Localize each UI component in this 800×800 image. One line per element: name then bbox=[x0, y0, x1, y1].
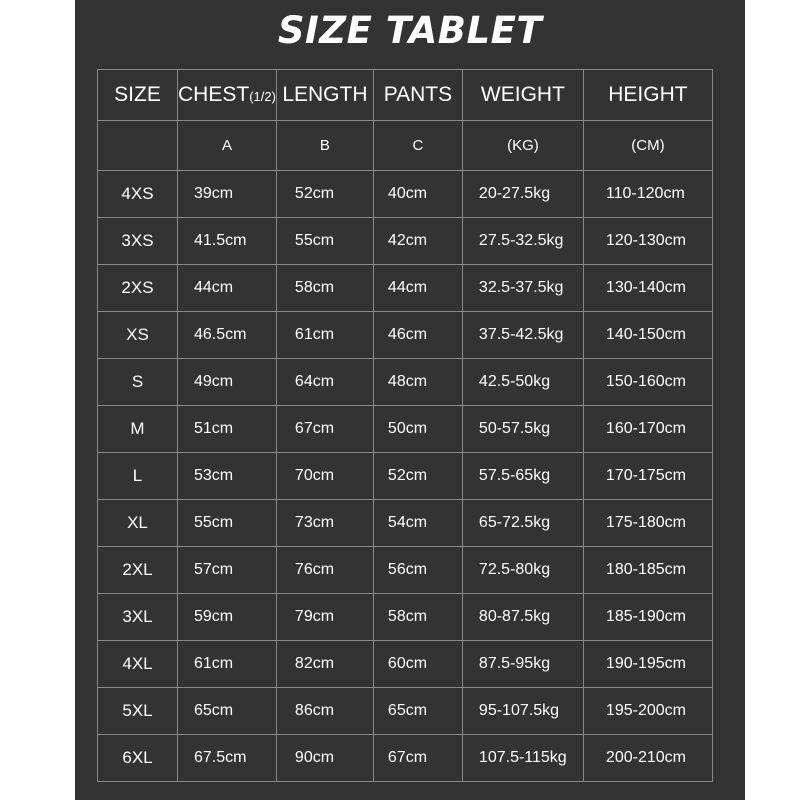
cell-size: M bbox=[98, 406, 178, 453]
table-row bbox=[98, 406, 713, 453]
cell-chest: 51cm bbox=[178, 406, 277, 453]
cell-chest: 39cm bbox=[178, 171, 277, 218]
cell-pants: 40cm bbox=[373, 171, 462, 218]
cell-chest: 44cm bbox=[178, 265, 277, 312]
cell-weight: 20-27.5kg bbox=[462, 171, 583, 218]
cell-height: 175-180cm bbox=[583, 500, 712, 547]
cell-pants: 42cm bbox=[373, 218, 462, 265]
unit-chest: A bbox=[178, 121, 277, 171]
cell-size: 3XS bbox=[98, 218, 178, 265]
cell-weight: 27.5-32.5kg bbox=[462, 218, 583, 265]
units-row bbox=[98, 121, 713, 171]
cell-height: 180-185cm bbox=[583, 547, 712, 594]
header-row bbox=[98, 70, 713, 121]
unit-pants: C bbox=[373, 121, 462, 171]
cell-length: 73cm bbox=[276, 500, 373, 547]
cell-chest: 53cm bbox=[178, 453, 277, 500]
table-row bbox=[98, 594, 713, 641]
cell-length: 61cm bbox=[276, 312, 373, 359]
cell-length: 67cm bbox=[276, 406, 373, 453]
cell-size: XL bbox=[98, 500, 178, 547]
cell-size: 3XL bbox=[98, 594, 178, 641]
cell-length: 58cm bbox=[276, 265, 373, 312]
table-row bbox=[98, 688, 713, 735]
cell-size: 4XL bbox=[98, 641, 178, 688]
cell-size: L bbox=[98, 453, 178, 500]
cell-height: 110-120cm bbox=[583, 171, 712, 218]
cell-pants: 44cm bbox=[373, 265, 462, 312]
cell-size: S bbox=[98, 359, 178, 406]
cell-pants: 48cm bbox=[373, 359, 462, 406]
cell-weight: 87.5-95kg bbox=[462, 641, 583, 688]
cell-pants: 58cm bbox=[373, 594, 462, 641]
unit-weight: (KG) bbox=[462, 121, 583, 171]
cell-length: 82cm bbox=[276, 641, 373, 688]
table-row bbox=[98, 641, 713, 688]
cell-chest: 41.5cm bbox=[178, 218, 277, 265]
cell-chest: 65cm bbox=[178, 688, 277, 735]
cell-pants: 46cm bbox=[373, 312, 462, 359]
cell-chest: 55cm bbox=[178, 500, 277, 547]
cell-length: 64cm bbox=[276, 359, 373, 406]
cell-chest: 67.5cm bbox=[178, 735, 277, 782]
cell-size: 6XL bbox=[98, 735, 178, 782]
cell-pants: 67cm bbox=[373, 735, 462, 782]
table-row bbox=[98, 547, 713, 594]
cell-pants: 52cm bbox=[373, 453, 462, 500]
cell-size: 4XS bbox=[98, 171, 178, 218]
cell-pants: 50cm bbox=[373, 406, 462, 453]
header-pants: PANTS bbox=[373, 70, 462, 121]
cell-chest: 59cm bbox=[178, 594, 277, 641]
cell-weight: 72.5-80kg bbox=[462, 547, 583, 594]
size-table bbox=[97, 69, 713, 782]
cell-size: 2XL bbox=[98, 547, 178, 594]
cell-length: 90cm bbox=[276, 735, 373, 782]
cell-length: 55cm bbox=[276, 218, 373, 265]
header-chest-note: (1/2) bbox=[249, 89, 276, 104]
cell-pants: 65cm bbox=[373, 688, 462, 735]
cell-size: 2XS bbox=[98, 265, 178, 312]
cell-height: 200-210cm bbox=[583, 735, 712, 782]
cell-pants: 60cm bbox=[373, 641, 462, 688]
table-row bbox=[98, 265, 713, 312]
cell-height: 140-150cm bbox=[583, 312, 712, 359]
table-row bbox=[98, 500, 713, 547]
cell-length: 70cm bbox=[276, 453, 373, 500]
header-length: LENGTH bbox=[276, 70, 373, 121]
size-chart-panel bbox=[75, 0, 745, 800]
cell-height: 160-170cm bbox=[583, 406, 712, 453]
cell-length: 79cm bbox=[276, 594, 373, 641]
header-chest bbox=[178, 70, 277, 121]
table-row bbox=[98, 171, 713, 218]
unit-height: (CM) bbox=[583, 121, 712, 171]
table-row bbox=[98, 453, 713, 500]
cell-weight: 65-72.5kg bbox=[462, 500, 583, 547]
header-weight: WEIGHT bbox=[462, 70, 583, 121]
cell-weight: 32.5-37.5kg bbox=[462, 265, 583, 312]
header-size: SIZE bbox=[98, 70, 178, 121]
table-row bbox=[98, 735, 713, 782]
cell-chest: 49cm bbox=[178, 359, 277, 406]
cell-length: 52cm bbox=[276, 171, 373, 218]
cell-weight: 95-107.5kg bbox=[462, 688, 583, 735]
cell-height: 185-190cm bbox=[583, 594, 712, 641]
cell-height: 130-140cm bbox=[583, 265, 712, 312]
cell-weight: 50-57.5kg bbox=[462, 406, 583, 453]
cell-chest: 57cm bbox=[178, 547, 277, 594]
cell-size: 5XL bbox=[98, 688, 178, 735]
cell-height: 195-200cm bbox=[583, 688, 712, 735]
cell-height: 170-175cm bbox=[583, 453, 712, 500]
table-row bbox=[98, 218, 713, 265]
unit-size bbox=[98, 121, 178, 171]
cell-chest: 46.5cm bbox=[178, 312, 277, 359]
cell-pants: 54cm bbox=[373, 500, 462, 547]
table-row bbox=[98, 312, 713, 359]
cell-weight: 42.5-50kg bbox=[462, 359, 583, 406]
cell-size: XS bbox=[98, 312, 178, 359]
cell-length: 86cm bbox=[276, 688, 373, 735]
header-height: HEIGHT bbox=[583, 70, 712, 121]
cell-chest: 61cm bbox=[178, 641, 277, 688]
page-title: SIZE TABLET bbox=[277, 9, 543, 52]
table-row bbox=[98, 359, 713, 406]
cell-length: 76cm bbox=[276, 547, 373, 594]
cell-weight: 57.5-65kg bbox=[462, 453, 583, 500]
cell-weight: 107.5-115kg bbox=[462, 735, 583, 782]
cell-weight: 37.5-42.5kg bbox=[462, 312, 583, 359]
cell-height: 120-130cm bbox=[583, 218, 712, 265]
header-chest-label: CHEST bbox=[178, 83, 250, 106]
cell-pants: 56cm bbox=[373, 547, 462, 594]
cell-weight: 80-87.5kg bbox=[462, 594, 583, 641]
cell-height: 190-195cm bbox=[583, 641, 712, 688]
cell-height: 150-160cm bbox=[583, 359, 712, 406]
unit-length: B bbox=[276, 121, 373, 171]
